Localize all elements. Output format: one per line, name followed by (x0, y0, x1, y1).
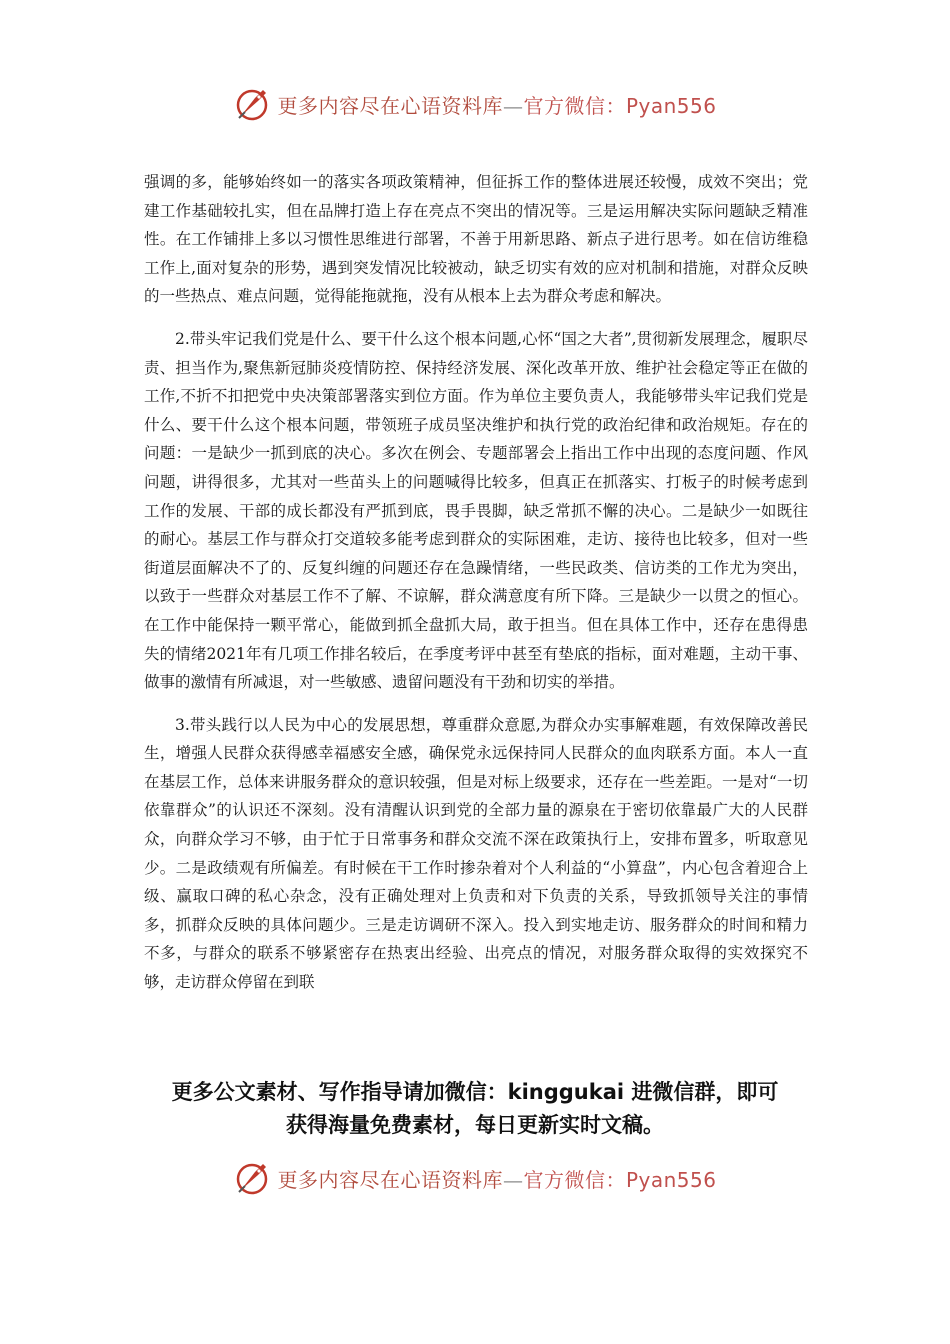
promo-line-1: 更多公文素材、写作指导请加微信：kinggukai 进微信群，即可 (171, 1080, 779, 1104)
banner-wechat: 官方微信：Pyan556 (523, 93, 717, 118)
banner-wechat: 官方微信：Pyan556 (523, 1167, 717, 1192)
document-body (144, 168, 808, 1011)
promo-line-2: 获得海量免费素材，每日更新实时文稿。 (286, 1113, 664, 1137)
banner-title: 更多内容尽在心语资料库 (277, 1167, 503, 1192)
paragraph-item-2: 2.带头牢记我们党是什么、要干什么这个根本问题,心怀“国之大者”,贯彻新发展理念，履职尽责、担当作为,聚焦新冠肺炎疫情防控、保持经济发展、深化改革开放、维护社会稳定等正在做的工作,不折不扣把党中央决策部署落实到位方面。作为单位主要负责人，我能够带头牢记我们党是什么、要干什么这个根本问题，带领班子成员坚决维护和执行党的政治纪律和政治规矩。存在的问题：一是缺少一抓到底的决心。多次在例会、专题部署会上指出工作中出现的态度问题、作风问题，讲得很多，尤其对一些苗头上的问题喊得比较多，但真正在抓落实、打板子的时候考虑到工作的发展、干部的成长都没有严抓到底，畏手畏脚，缺乏常抓不懈的决心。二是缺少一如既往的耐心。基层工作与群众打交道较多能考虑到群众的实际困难，走访、接待也比较多，但对一些街道层面解决不了的、反复纠缠的问题还存在急躁情绪，一些民政类、信访类的工作尤为突出，以致于一些群众对基层工作不了解、不谅解，群众满意度有所下降。三是缺少一以贯之的恒心。在工作中能保持一颗平常心，能做到抓全盘抓大局，敢于担当。但在具体工作中，还存在患得患失的情绪2021年有几项工作排名较后，在季度考评中甚至有垫底的指标，面对难题，主动干事、做事的激情有所减退，对一些敏感、遗留问题没有干劲和切实的举措。 (144, 329, 808, 692)
footer-banner (0, 1156, 950, 1200)
paragraph-continuation: 强调的多，能够始终如一的落实各项政策精神，但征拆工作的整体进展还较慢，成效不突出；党建工作基础较扎实，但在品牌打造上存在亮点不突出的情况等。三是运用解决实际问题缺乏精准性。在工作铺排上多以习惯性思维进行部署，不善于用新思路、新点子进行思考。如在信访维稳工作上,面对复杂的形势，遇到突发情况比较被动，缺乏切实有效的应对机制和措施，对群众反映的一些热点、难点问题，觉得能拖就拖，没有从根本上去为群众考虑和解决。 (144, 173, 808, 306)
banner-text (277, 1164, 716, 1193)
banner-dash: — (502, 1167, 524, 1192)
pen-nib-logo-icon (233, 1158, 273, 1198)
paragraph-item-3: 3.带头践行以人民为中心的发展思想，尊重群众意愿,为群众办实事解难题，有效保障改善民生，增强人民群众获得感幸福感安全感，确保党永远保持同人民群众的血肉联系方面。本人一直在基层工作，总体来讲服务群众的意识较强，但是对标上级要求，还存在一些差距。一是对“一切依靠群众”的认识还不深刻。没有清醒认识到党的全部力量的源泉在于密切依靠最广大的人民群众，向群众学习不够，由于忙于日常事务和群众交流不深在政策执行上，安排布置多，听取意见少。二是政绩观有所偏差。有时候在干工作时掺杂着对个人利益的“小算盘”，内心包含着迎合上级、赢取口碑的私心杂念，没有正确处理对上负责和对下负责的关系，导致抓领导关注的事情多，抓群众反映的具体问题少。三是走访调研不深入。投入到实地走访、服务群众的时间和精力不多，与群众的联系不够紧密存在热衷出经验、出亮点的情况，对服务群众取得的实效探究不够，走访群众停留在到联 (144, 715, 808, 992)
banner-title: 更多内容尽在心语资料库 (277, 93, 503, 118)
pen-nib-logo-icon (233, 84, 273, 124)
banner-text (277, 90, 716, 119)
promo-notice (100, 1076, 850, 1142)
header-banner (0, 82, 950, 126)
banner-inner (233, 1158, 716, 1198)
banner-dash: — (502, 93, 524, 118)
banner-inner (233, 84, 716, 124)
